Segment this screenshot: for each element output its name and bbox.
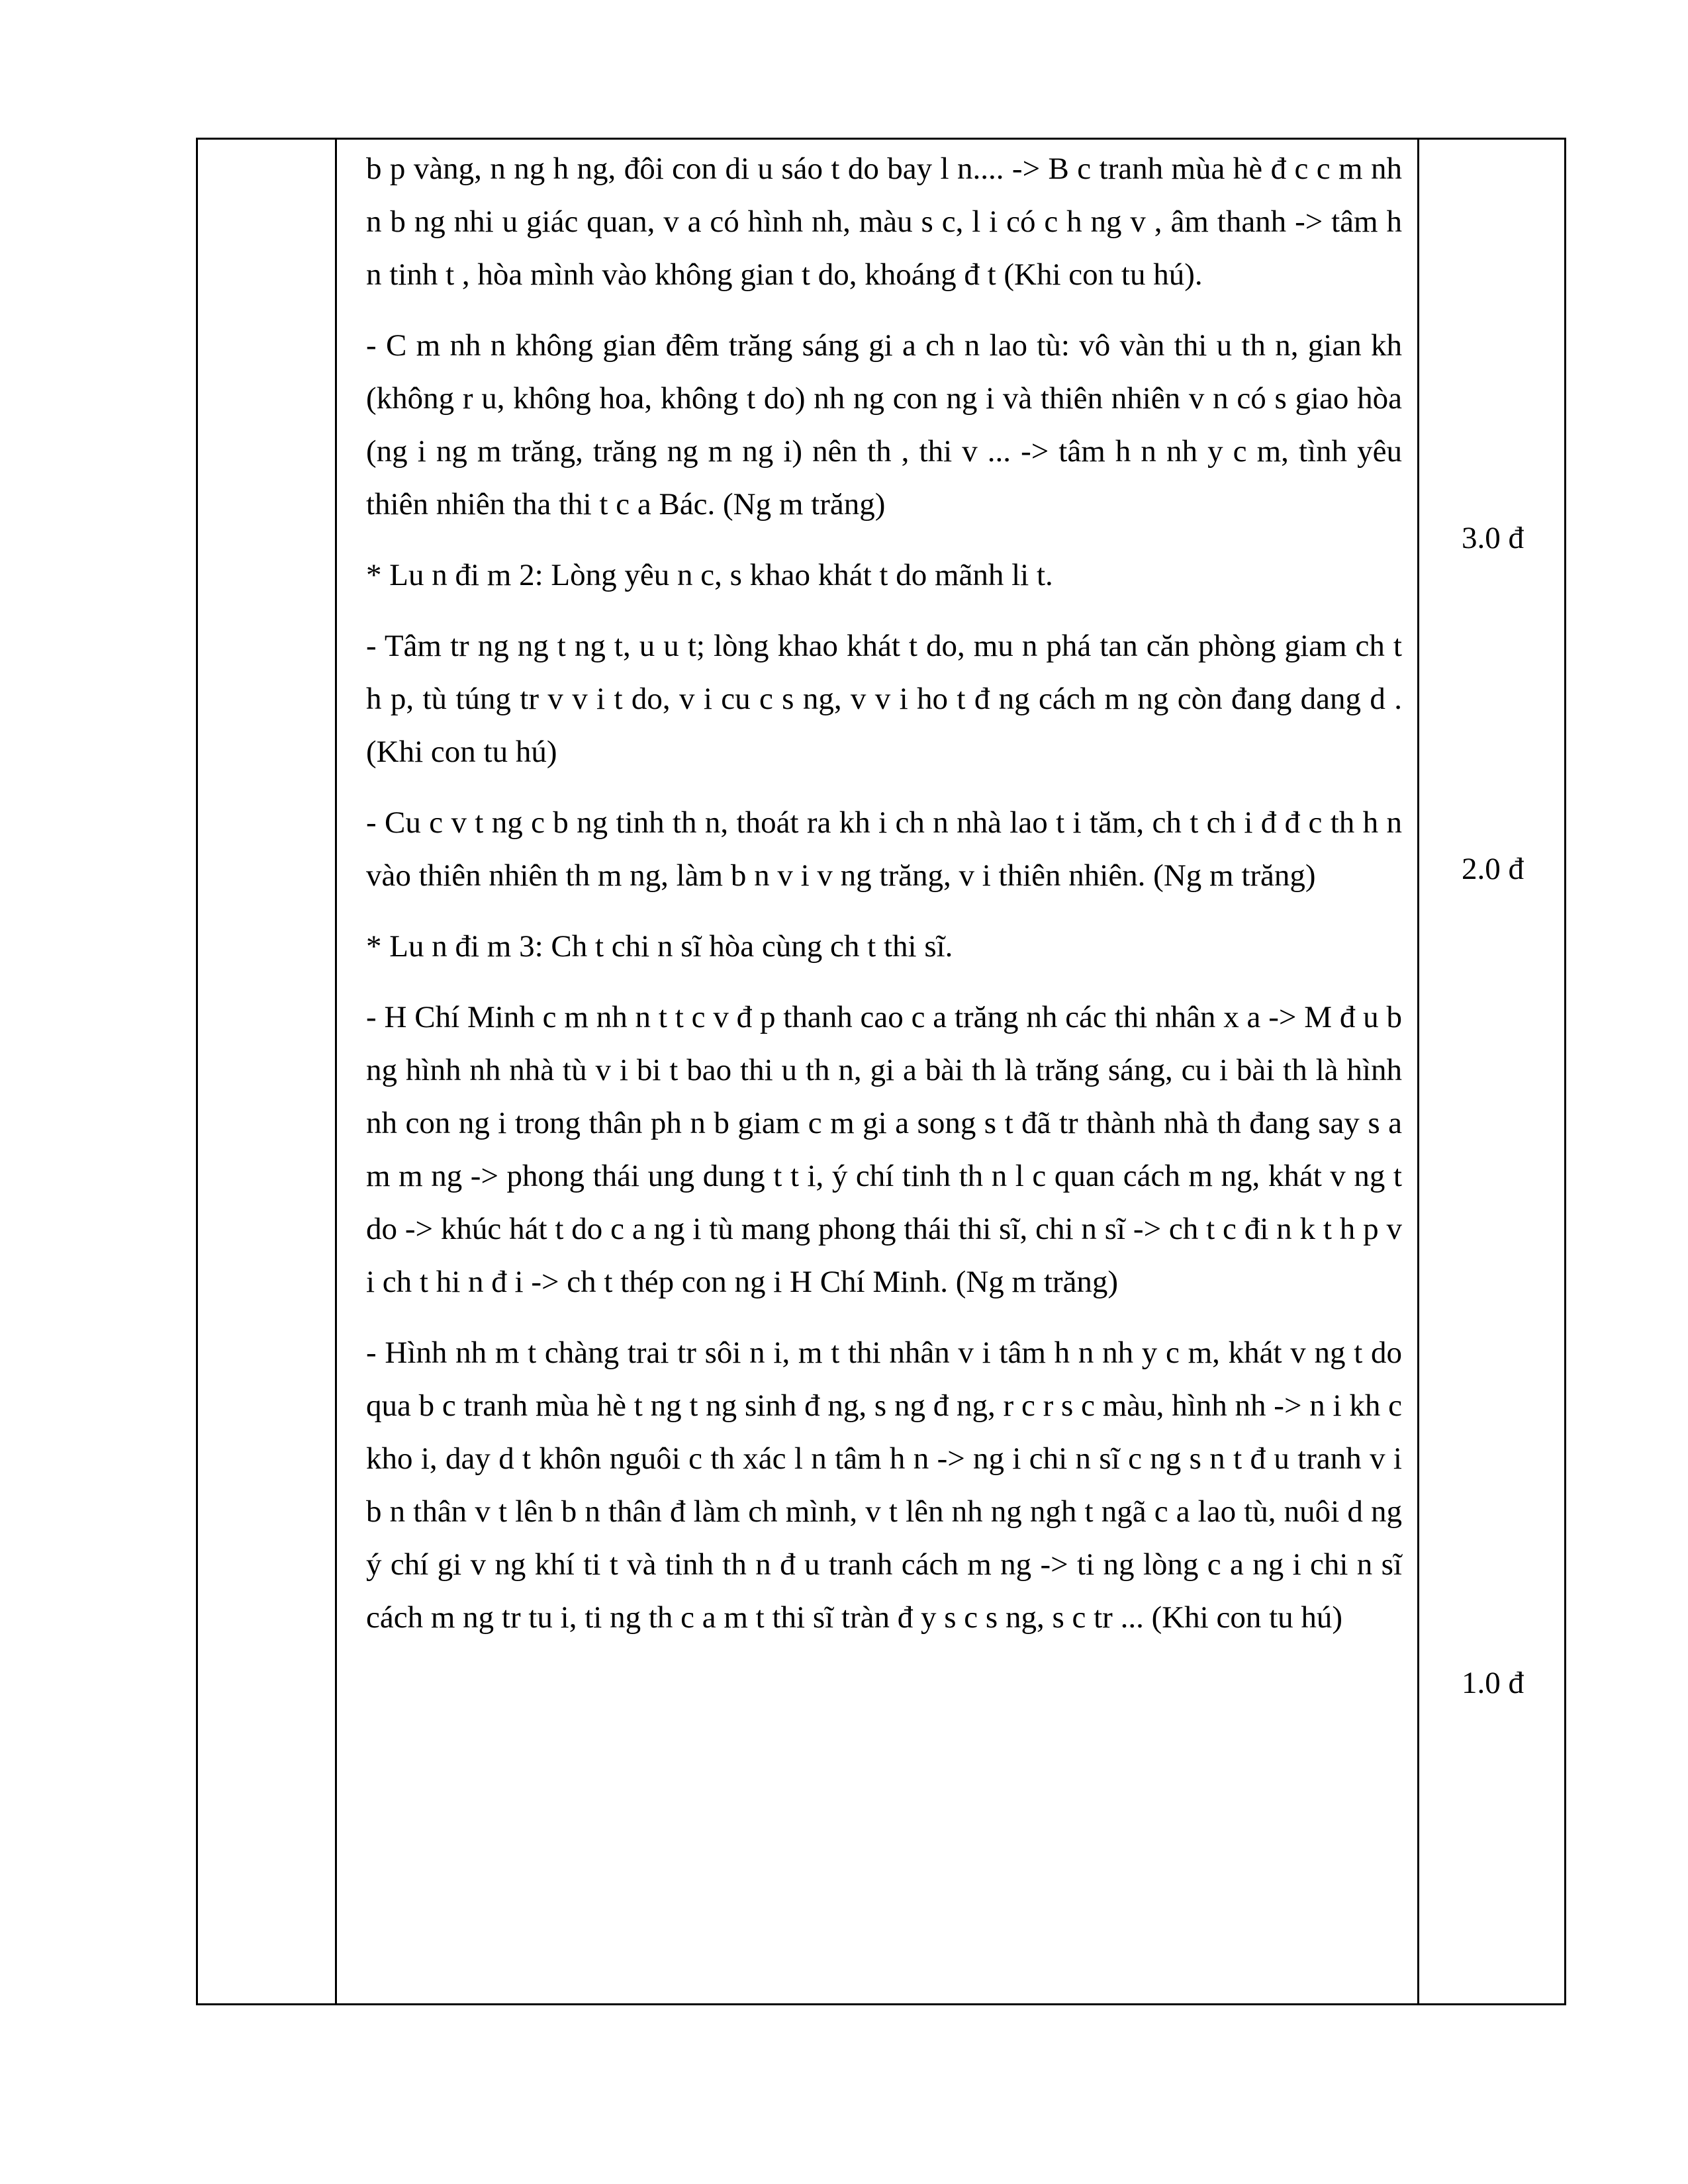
paragraph-1: b p vàng, n ng h ng, đôi con di u sáo t do bay l n.... -> B c tranh mùa hè đ c c m nh n b ng nhi u giác quan, v a có hình nh, màu s c, l i có c h ng v , âm thanh -> tâm h n tinh t , hòa mình vào không gian t do, khoáng đ t (Khi con tu hú). (366, 152, 1402, 292)
paragraph-8: - Hình nh m t chàng trai tr sôi n i, m t thi nhân v i tâm h n nh y c m, khát v ng t do qua b c tranh mùa hè t ng t ng sinh đ ng, s ng đ ng, r c r s c màu, hình nh -> n i kh c kho i, day d t khôn nguôi c th xác l n tâm h n -> ng i chi n sĩ c ng s n t đ u tranh v i b n thân v t lên b n thân đ làm ch mình, v t lên nh ng ngh t ngã c a lao tù, nuôi d ng ý chí gi v ng khí ti t và tinh th n đ u tranh cách m ng -> ti ng lòng c a ng i chi n sĩ cách m ng tr tu i, ti ng th c a m t thi sĩ tràn đ y s c s ng, s c tr ... (Khi con tu hú) (366, 1336, 1402, 1635)
paragraph-7: - H Chí Minh c m nh n t t c v đ p thanh cao c a trăng nh các thi nhân x a -> M đ u b ng hình nh nhà tù v i bi t bao thi u th n, gi a bài th là trăng sáng, cu i bài th là hình nh con ng i trong thân ph n b giam c m gi a song s t đã tr thành nhà th đang say s a m m ng -> phong thái ung dung t t i, ý chí tinh th n l c quan cách m ng, khát v ng t do -> khúc hát t do c a ng i tù mang phong thái thi sĩ, chi n sĩ -> ch t c đi n k t h p v i ch t hi n đ i -> ch t thép con ng i H Chí Minh. (Ng m trăng) (366, 1000, 1402, 1299)
scoring-table (196, 138, 1566, 2005)
score-2: 2.0 đ (1462, 852, 1524, 886)
paragraph-3: * Lu n đi m 2: Lòng yêu n c, s khao khát t do mãnh li t. (366, 558, 1053, 592)
paragraph-2: - C m nh n không gian đêm trăng sáng gi a ch n lao tù: vô vàn thi u th n, gian kh (không r u, không hoa, không t do) nh ng con ng i và thiên nhiên v n có s giao hòa (ng i ng m trăng, trăng ng m ng i) nên th , thi v ... -> tâm h n nh y c m, tình yêu thiên nhiên tha thi t c a Bác. (Ng m trăng) (366, 328, 1402, 522)
paragraph-6: * Lu n đi m 3: Ch t chi n sĩ hòa cùng ch t thi sĩ. (366, 929, 953, 964)
answer-content-cell (351, 142, 1417, 1662)
score-3: 1.0 đ (1462, 1666, 1524, 1700)
paragraph-5: - Cu c v t ng c b ng tinh th n, thoát ra kh i ch n nhà lao t i tăm, ch t ch i đ đ c th h n vào thiên nhiên th m ng, làm b n v i v ng trăng, v i thiên nhiên. (Ng m trăng) (366, 805, 1402, 893)
score-1: 3.0 đ (1462, 521, 1524, 555)
paragraph-4: - Tâm tr ng ng t ng t, u u t; lòng khao khát t do, mu n phá tan căn phòng giam ch t h p, tù túng tr v v i t do, v i cu c s ng, v v i ho t đ ng cách m ng còn đang dang d . (Khi con tu hú) (366, 629, 1402, 769)
column-divider-right (1417, 140, 1419, 2003)
column-divider-left (335, 140, 337, 2003)
